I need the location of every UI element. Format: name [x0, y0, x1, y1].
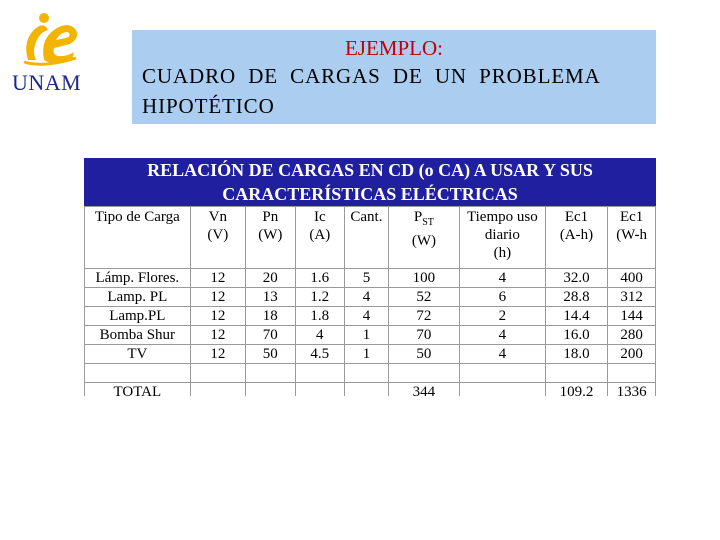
table-cell-vn: 12: [190, 269, 245, 288]
column-header-text: (W-h: [616, 227, 648, 243]
table-cell-pst: 70: [388, 326, 459, 345]
total-cell-tiempo: [460, 383, 546, 397]
table-cell-tipo: Lamp. PL: [85, 288, 191, 307]
column-header-tipo: [85, 207, 191, 269]
table-cell-vn: 12: [190, 307, 245, 326]
table-cell-ec-ah: 32.0: [545, 269, 607, 288]
load-table-grid: [84, 206, 656, 396]
column-header-text: (A): [309, 227, 331, 243]
column-header-text: (h): [493, 245, 512, 261]
table-cell-empty: [608, 364, 656, 383]
table-cell-ic: 1.6: [295, 269, 344, 288]
load-table: [84, 158, 656, 396]
total-cell-pst: 344: [388, 383, 459, 397]
column-header-pst: [388, 207, 459, 269]
table-row-empty: [85, 364, 656, 383]
column-header-text: Tipo de Carga: [94, 209, 180, 225]
total-cell-vn: [190, 383, 245, 397]
column-header-text: Ec1: [564, 209, 589, 225]
table-cell-ic: 4.5: [295, 345, 344, 364]
column-header-text: (W): [411, 233, 436, 249]
table-cell-ec-wh: 312: [608, 288, 656, 307]
table-cell-empty: [85, 364, 191, 383]
total-cell-cant: [345, 383, 389, 397]
table-cell-empty: [190, 364, 245, 383]
table-cell-pn: 20: [246, 269, 296, 288]
table-cell-cant: 4: [345, 307, 389, 326]
table-cell-tiempo: 4: [460, 326, 546, 345]
table-cell-pn: 50: [246, 345, 296, 364]
title-example: EJEMPLO:: [344, 36, 443, 60]
column-header-text: Tiempo uso: [467, 209, 538, 225]
column-header-text: (V): [207, 227, 229, 243]
title-continuation: HIPOTÉTICO: [142, 94, 275, 118]
column-header-cant: [345, 207, 389, 269]
table-cell-cant: 5: [345, 269, 389, 288]
column-header-ec-ah: [545, 207, 607, 269]
table-cell-pn: 70: [246, 326, 296, 345]
column-header-text: diario: [484, 227, 520, 243]
column-header-text: (W): [258, 227, 283, 243]
column-header-text: [389, 208, 459, 232]
table-cell-tipo: Lámp. Flores.: [85, 269, 191, 288]
table-cell-pst: 100: [388, 269, 459, 288]
table-cell-vn: 12: [190, 345, 245, 364]
column-header-text: Pn: [262, 209, 279, 225]
table-cell-empty: [345, 364, 389, 383]
unam-emblem-icon: [14, 10, 84, 70]
total-cell-ec-wh: 1336: [608, 383, 656, 397]
table-cell-vn: 12: [190, 288, 245, 307]
table-cell-tiempo: 4: [460, 269, 546, 288]
table-cell-tiempo: 6: [460, 288, 546, 307]
table-cell-ec-wh: 280: [608, 326, 656, 345]
table-cell-ic: 4: [295, 326, 344, 345]
table-cell-ec-wh: 400: [608, 269, 656, 288]
table-cell-ec-ah: 14.4: [545, 307, 607, 326]
total-cell-ec-ah: 109.2: [545, 383, 607, 397]
table-heading-line1: RELACIÓN DE CARGAS EN CD (o CA) A USAR Y SUS: [147, 160, 593, 180]
table-cell-tiempo: 4: [460, 345, 546, 364]
table-cell-cant: 1: [345, 326, 389, 345]
column-header-row: [85, 207, 656, 269]
title-box: [132, 30, 656, 124]
table-cell-pn: 13: [246, 288, 296, 307]
total-cell-pn: [246, 383, 296, 397]
table-cell-pst: 52: [388, 288, 459, 307]
column-header-text: Vn: [208, 209, 227, 225]
table-row: [85, 345, 656, 364]
unam-logo-text: UNAM: [12, 70, 82, 95]
table-cell-ic: 1.2: [295, 288, 344, 307]
table-cell-empty: [460, 364, 546, 383]
total-cell-tipo: TOTAL: [85, 383, 191, 397]
column-header-text: Cant.: [350, 209, 383, 225]
column-header-text: (A-h): [559, 227, 594, 243]
table-cell-empty: [388, 364, 459, 383]
column-header-text: Ic: [313, 209, 326, 225]
table-cell-pst: 50: [388, 345, 459, 364]
pst-subscript: ST: [422, 217, 434, 228]
table-cell-ic: 1.8: [295, 307, 344, 326]
table-cell-vn: 12: [190, 326, 245, 345]
unam-logo: [8, 10, 98, 95]
table-heading: [84, 158, 656, 206]
table-cell-empty: [246, 364, 296, 383]
column-header-ec-wh: [608, 207, 656, 269]
table-cell-ec-ah: 16.0: [545, 326, 607, 345]
column-header-text: Ec1: [619, 209, 644, 225]
table-cell-empty: [295, 364, 344, 383]
column-header-ic: [295, 207, 344, 269]
column-header-vn: [190, 207, 245, 269]
table-cell-tipo: Lamp.PL: [85, 307, 191, 326]
table-cell-cant: 4: [345, 288, 389, 307]
table-cell-ec-ah: 18.0: [545, 345, 607, 364]
pst-label: P: [413, 209, 423, 225]
table-cell-cant: 1: [345, 345, 389, 364]
table-heading-line2: CARACTERÍSTICAS ELÉCTRICAS: [222, 184, 518, 204]
total-cell-ic: [295, 383, 344, 397]
column-header-pn: [246, 207, 296, 269]
column-header-tiempo: [460, 207, 546, 269]
table-cell-ec-ah: 28.8: [545, 288, 607, 307]
table-cell-ec-wh: 144: [608, 307, 656, 326]
table-cell-tipo: TV: [85, 345, 191, 364]
table-row: [85, 288, 656, 307]
table-cell-pst: 72: [388, 307, 459, 326]
table-row: [85, 269, 656, 288]
table-cell-empty: [545, 364, 607, 383]
table-cell-tiempo: 2: [460, 307, 546, 326]
table-cell-tipo: Bomba Shur: [85, 326, 191, 345]
title-main: CUADRO DE CARGAS DE UN PROBLEMA: [142, 64, 601, 88]
table-cell-ec-wh: 200: [608, 345, 656, 364]
table-row: [85, 307, 656, 326]
table-cell-pn: 18: [246, 307, 296, 326]
table-row: [85, 326, 656, 345]
table-row-total: [85, 383, 656, 397]
